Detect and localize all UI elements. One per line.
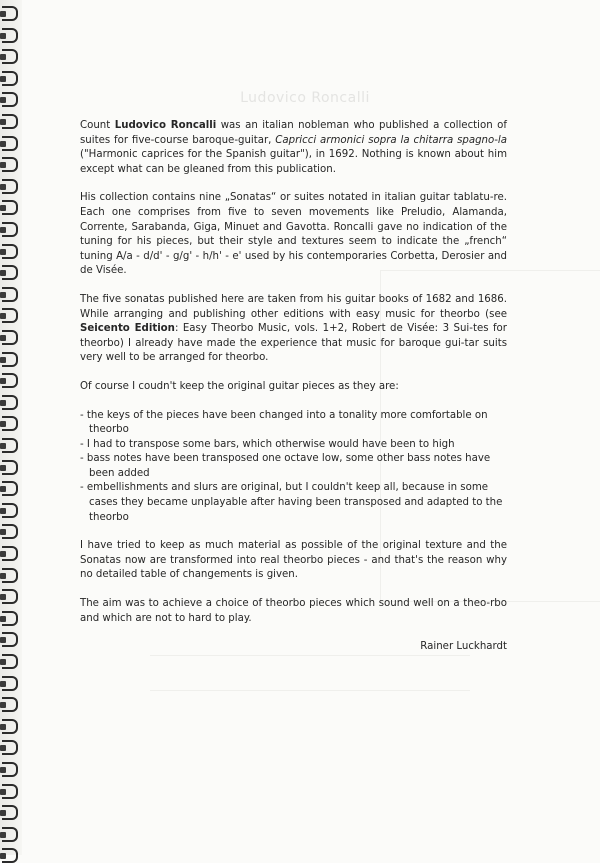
binding-coil — [2, 676, 18, 691]
changes-intro-paragraph: Of course I coudn't keep the original guitar pieces as they are: — [80, 380, 399, 392]
binding-coil — [2, 71, 18, 86]
sources-text: : Easy Theorbo Music, vols. 1+2, Robert de Visée: 3 Sui-tes for theorbo) I already have made the experience that music for baroque gui-tar suits very well to be arranged for theorbo. — [80, 323, 507, 364]
binding-coil — [2, 632, 18, 647]
binding-coil — [2, 438, 18, 453]
binding-coil — [2, 784, 18, 799]
binding-coil — [2, 265, 18, 280]
intro-text: was an italian nobleman who published a collection of suites for five-course baroque-guitar, — [80, 120, 507, 146]
binding-coil — [2, 308, 18, 323]
document-body — [80, 119, 507, 655]
work-title: Capricci armonici sopra la chitarra spagno-la — [275, 134, 508, 146]
binding-coil — [2, 157, 18, 172]
binding-coil — [2, 287, 18, 302]
show-through-heading: Ludovico Roncalli — [240, 90, 370, 106]
binding-coil — [2, 28, 18, 43]
binding-coil — [2, 49, 18, 64]
binding-coil — [2, 416, 18, 431]
binding-coil — [2, 827, 18, 842]
intro-paragraph — [80, 119, 507, 177]
binding-coil — [2, 740, 18, 755]
binding-coil — [2, 200, 18, 215]
sources-paragraph — [80, 293, 507, 366]
binding-coil — [2, 395, 18, 410]
collection-paragraph: His collection contains nine „Sonatas“ or suites notated in italian guitar tablatu-re. Each one comprises from five to seven movements like Preludio, Alamanda, Corrente, Sarabanda, Giga, Minuet and Gavotta. Roncalli gave no indication of the tuning for his pieces, but their style and textures seem to indicate the „french“ tuning A/a - d/d' - g/g' - h/h' - e' used by his contemporaries Corbetta, Derosier and de Visée. — [80, 192, 507, 277]
binding-coil — [2, 524, 18, 539]
binding-coil — [2, 805, 18, 820]
sources-text: The five sonatas published here are taken from his guitar books of 1682 and 1686. While arranging and publishing other editions with easy music for theorbo (see — [80, 293, 507, 320]
spiral-binding — [0, 0, 22, 855]
texture-paragraph: I have tried to keep as much material as possible of the original texture and the Sonatas now are transformed into real theorbo pieces - and that's the reason why no detailed table of changements is given. — [80, 540, 507, 581]
binding-coil — [2, 6, 18, 21]
binding-coil — [2, 92, 18, 107]
binding-coil — [2, 546, 18, 561]
intro-text: ("Harmonic caprices for the Spanish guitar"), in 1692. Nothing is known about him except what can be gleaned from this publication. — [80, 149, 507, 175]
binding-coil — [2, 352, 18, 367]
show-through-rule — [150, 690, 470, 691]
binding-coil — [2, 568, 18, 583]
intro-text: Count — [80, 120, 115, 131]
binding-coil — [2, 697, 18, 712]
binding-coil — [2, 481, 18, 496]
author-signature: Rainer Luckhardt — [420, 641, 507, 653]
changes-list — [80, 409, 507, 526]
binding-coil — [2, 114, 18, 129]
composer-name: Ludovico Roncalli — [114, 120, 217, 131]
list-item: - bass notes have been transposed one octave low, some other bass notes have been added — [80, 453, 491, 479]
binding-coil — [2, 244, 18, 259]
binding-coil — [2, 330, 18, 345]
binding-coil — [2, 719, 18, 734]
list-item: - the keys of the pieces have been changed into a tonality more comfortable on theorbo — [80, 409, 488, 436]
binding-coil — [2, 589, 18, 604]
binding-coil — [2, 136, 18, 151]
binding-coil — [2, 654, 18, 669]
show-through-rule — [150, 655, 470, 656]
binding-coil — [2, 460, 18, 475]
binding-coil — [2, 611, 18, 626]
edition-name: Seicento Edition — [80, 323, 175, 335]
list-item: - I had to transpose some bars, which otherwise would have been to high — [80, 438, 455, 450]
binding-coil — [2, 848, 18, 863]
binding-coil — [2, 222, 18, 237]
binding-coil — [2, 762, 18, 777]
binding-coil — [2, 179, 18, 194]
list-item: - embellishments and slurs are original, but I couldn't keep all, because in some cases they became unplayable after having been transposed and adapted to the theorbo — [80, 482, 503, 523]
aim-paragraph: The aim was to achieve a choice of theorbo pieces which sound well on a theo-rbo and which are not to hard to play. — [80, 598, 507, 624]
binding-coil — [2, 373, 18, 388]
binding-coil — [2, 503, 18, 518]
